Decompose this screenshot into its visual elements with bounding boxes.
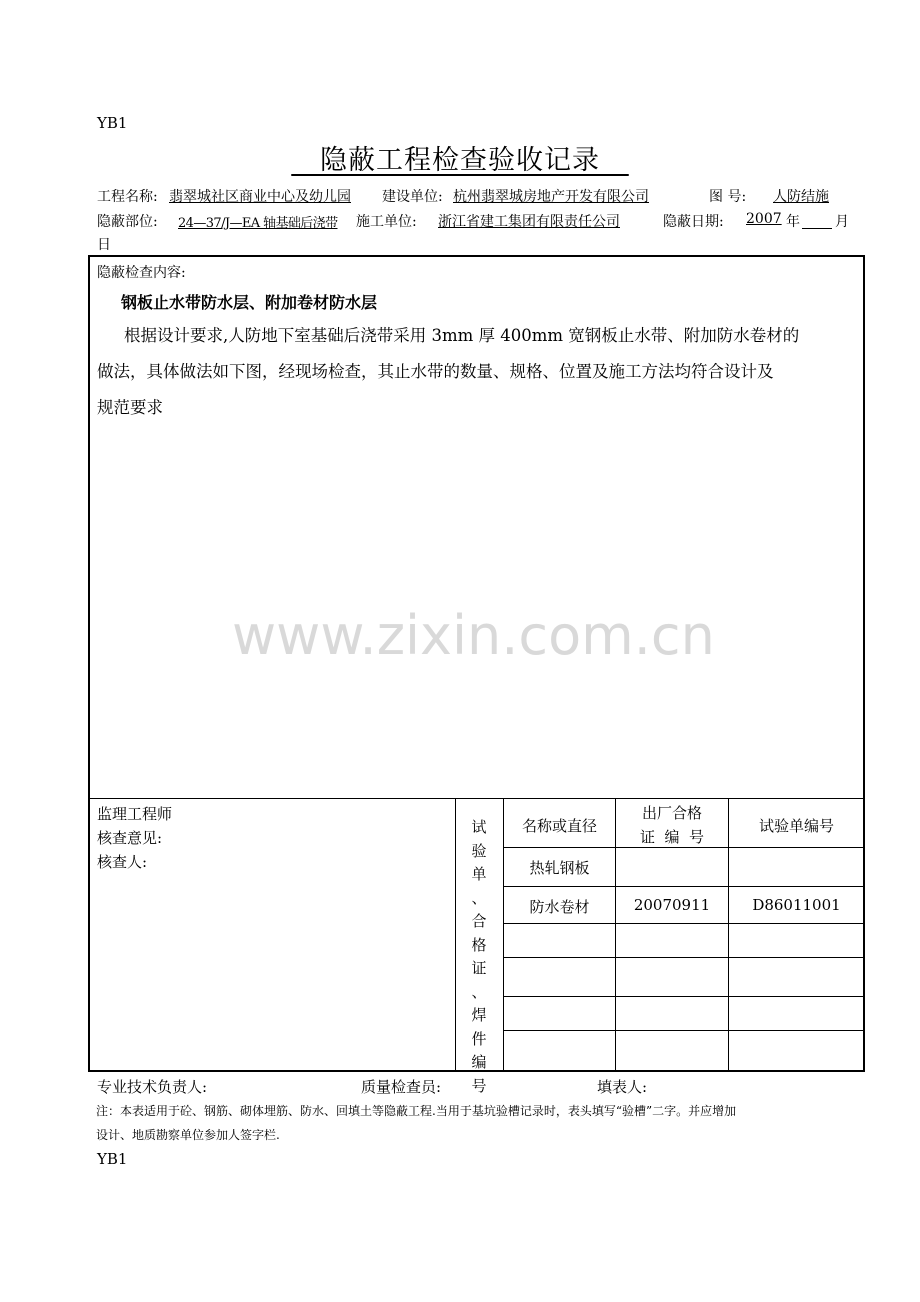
- drawing-no-value: 人防结施: [773, 189, 829, 205]
- header-test-no: 试验单编号: [758, 817, 834, 835]
- table-row-line: [503, 886, 864, 887]
- location-value: 24—37/J—EA 轴基础后浇带: [178, 216, 338, 231]
- project-name-value: 翡翠城社区商业中心及幼儿园: [169, 189, 351, 205]
- month-blank-line: [802, 228, 832, 229]
- note-line2: 设计、地质勘察单位参加人签字栏.: [96, 1128, 280, 1142]
- form-code-top: YB1: [97, 114, 128, 132]
- page-title: 隐蔽工程检查验收记录: [320, 145, 600, 176]
- date-year: 2007: [746, 211, 782, 227]
- contractor-value: 浙江省建工集团有限责任公司: [438, 214, 620, 230]
- header-cert-line2: 证 编 号: [639, 828, 705, 846]
- inspection-text-line3: 规范要求: [97, 398, 163, 417]
- table-cell-name: 防水卷材: [529, 898, 590, 916]
- note-line1: 注：本表适用于砼、钢筋、砌体埋筋、防水、回填土等隐蔽工程.当用于基坑验槽记录时，表头填写“验槽”二字。并应增加: [96, 1104, 737, 1118]
- date-year-unit: 年: [786, 214, 800, 230]
- supervisor-checker-label: 核查人:: [97, 853, 148, 871]
- builder-label: 建设单位:: [382, 189, 443, 205]
- supervisor-opinion-label: 核查意见:: [97, 829, 163, 847]
- watermark: www.zixin.com.cn: [232, 604, 715, 667]
- table-cell-cert: 20070911: [633, 896, 711, 914]
- inspection-text-line1: 根据设计要求,人防地下室基础后浇带采用 3mm 厚 400mm 宽钢板止水带、附加防水卷材的: [124, 326, 800, 345]
- builder-value: 杭州翡翠城房地产开发有限公司: [453, 189, 649, 205]
- filler-label: 填表人:: [597, 1078, 648, 1096]
- inspection-heading: 钢板止水带防水层、附加卷材防水层: [121, 293, 378, 312]
- drawing-no-label: 图 号:: [709, 189, 747, 205]
- date-label: 隐蔽日期:: [663, 214, 724, 230]
- contractor-label: 施工单位:: [356, 214, 417, 230]
- date-day-unit: 日: [97, 237, 111, 253]
- inspection-text-line2: 做法，具体做法如下图，经现场检查，其止水带的数量、规格、位置及施工方法均符合设计及: [97, 362, 774, 381]
- section-divider: [89, 798, 864, 799]
- header-name: 名称或直径: [521, 817, 597, 835]
- inspection-label: 隐蔽检查内容:: [97, 265, 186, 281]
- header-cert-line1: 出厂合格: [641, 804, 702, 822]
- location-label: 隐蔽部位:: [97, 214, 158, 230]
- table-row-line: [503, 996, 864, 997]
- supervisor-title: 监理工程师: [97, 805, 173, 823]
- date-month-unit: 月: [835, 214, 849, 230]
- form-code-bottom: YB1: [97, 1150, 128, 1168]
- table-row-line: [503, 923, 864, 924]
- table-cell-name: 热轧钢板: [529, 859, 590, 877]
- table-row-line: [503, 847, 864, 848]
- tech-lead-label: 专业技术负责人:: [97, 1078, 208, 1096]
- project-name-label: 工程名称:: [97, 189, 158, 205]
- table-row-line: [503, 1030, 864, 1031]
- table-cell-test: D86011001: [752, 896, 841, 914]
- table-row-line: [503, 957, 864, 958]
- quality-inspector-label: 质量检查员:: [361, 1078, 442, 1096]
- supervisor-column-divider: [455, 798, 456, 1071]
- vertical-label: 试 验 单 、 合 格 证 、 焊 件 编 号: [471, 818, 487, 1095]
